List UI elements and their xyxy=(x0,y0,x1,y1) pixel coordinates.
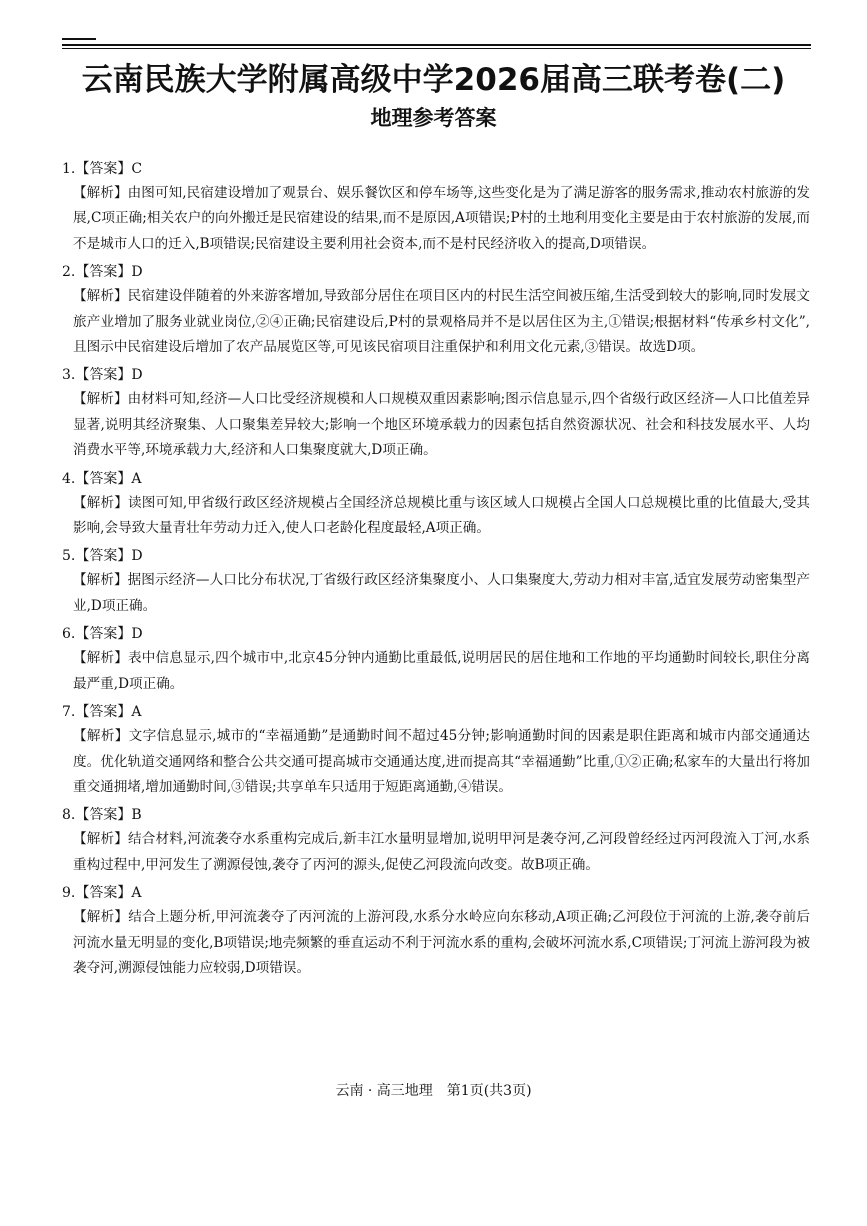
answer-line: 7.【答案】A xyxy=(62,704,142,721)
page-footer: 云南 · 高三地理 第1页(共3页) xyxy=(335,1083,532,1099)
answer-line: 3.【答案】D xyxy=(62,367,143,384)
answer-line: 8.【答案】B xyxy=(62,807,142,824)
question-5 xyxy=(62,544,810,619)
answer-line: 6.【答案】D xyxy=(62,626,143,643)
question-4 xyxy=(62,467,810,542)
header-rule-thin xyxy=(62,48,811,49)
explanation-text: 【解析】由材料可知,经济—人口比受经济规模和人口规模双重因素影响;图示信息显示,四个省级行政区经济—人口比值差异显著,说明其经济聚集、人口聚集差异较大;影响一个地区环境承载力的因素包括自然资源状况、社会和科技发展水平、人均消费水平等,环境承载力大,经济和人口集聚度就大,D项正确。 xyxy=(73,391,810,459)
header-short-rule xyxy=(62,38,96,40)
explanation-text: 【解析】由图可知,民宿建设增加了观景台、娱乐餐饮区和停车场等,这些变化是为了满足游客的服务需求,推动农村旅游的发展,C项正确;相关农户的向外搬迁是民宿建设的结果,而不是原因,A项错误;P村的土地利用变化主要是由于农村旅游的发展,而不是城市人口的迁入,B项错误;民宿建设主要利用社会资本,而不是村民经济收入的提高,D项错误。 xyxy=(73,185,810,252)
header-rule xyxy=(62,44,811,46)
explanation-text: 【解析】结合上题分析,甲河流袭夺了丙河流的上游河段,水系分水岭应向东移动,A项正确;乙河段位于河流的上游,袭夺前后河流水量无明显的变化,B项错误;地壳频繁的垂直运动不利于河流水系的重构,会破坏河流水系,C项错误;丁河流上游河段为被袭夺河,溯源侵蚀能力应较弱,D项错误。 xyxy=(73,909,810,976)
answer-line: 2.【答案】D xyxy=(62,264,143,281)
answer-line: 5.【答案】D xyxy=(62,548,143,565)
question-3 xyxy=(62,363,810,463)
answer-line: 4.【答案】A xyxy=(62,470,142,487)
question-1 xyxy=(62,157,810,257)
question-8 xyxy=(62,803,810,878)
answer-line: 9.【答案】A xyxy=(62,885,142,902)
explanation-text: 【解析】据图示经济—人口比分布状况,丁省级行政区经济集聚度小、人口集聚度大,劳动力相对丰富,适宜发展劳动密集型产业,D项正确。 xyxy=(73,572,810,614)
explanation-text: 【解析】文字信息显示,城市的“幸福通勤”是通勤时间不超过45分钟;影响通勤时间的因素是职住距离和城市内部交通通达度。优化轨道交通网络和整合公共交通可提高城市交通通达度,进而提高其“幸福通勤”比重,①②正确;私家车的大量出行将加重交通拥堵,增加通勤时间,③错误;共享单车只适用于短距离通勤,④错误。 xyxy=(73,728,810,795)
page-title: 云南民族大学附属高级中学2026届高三联考卷(二) xyxy=(81,62,786,98)
answer-line: 1.【答案】C xyxy=(62,161,143,177)
explanation-text: 【解析】读图可知,甲省级行政区经济规模占全国经济总规模比重与该区域人口规模占全国人口总规模比重的比值最大,受其影响,会导致大量青壮年劳动力迁入,使人口老龄化程度最轻,A项正确。 xyxy=(73,494,810,537)
question-2 xyxy=(62,260,810,360)
explanation-text: 【解析】民宿建设伴随着的外来游客增加,导致部分居住在项目区内的村民生活空间被压缩,生活受到较大的影响,同时发展文旅产业增加了服务业就业岗位,②④正确;民宿建设后,P村的景观格局并不是以居住区为主,①错误;根据材料“传承乡村文化”,且图示中民宿建设后增加了农产品展览区等,可见该民宿项目注重保护和利用文化元素,③错误。故选D项。 xyxy=(73,288,810,356)
explanation-text: 【解析】结合材料,河流袭夺水系重构完成后,新丰江水量明显增加,说明甲河是袭夺河,乙河段曾经经过丙河段流入丁河,水系重构过程中,甲河发生了溯源侵蚀,袭夺了丙河的源头,促使乙河段流向改变。故B项正确。 xyxy=(73,831,810,873)
explanation-text: 【解析】表中信息显示,四个城市中,北京45分钟内通勤比重最低,说明居民的居住地和工作地的平均通勤时间较长,职住分离最严重,D项正确。 xyxy=(73,650,810,692)
question-9 xyxy=(62,881,810,981)
answer-list xyxy=(62,157,810,984)
question-7 xyxy=(62,700,810,800)
question-6 xyxy=(62,622,810,697)
page-subtitle: 地理参考答案 xyxy=(370,106,497,130)
